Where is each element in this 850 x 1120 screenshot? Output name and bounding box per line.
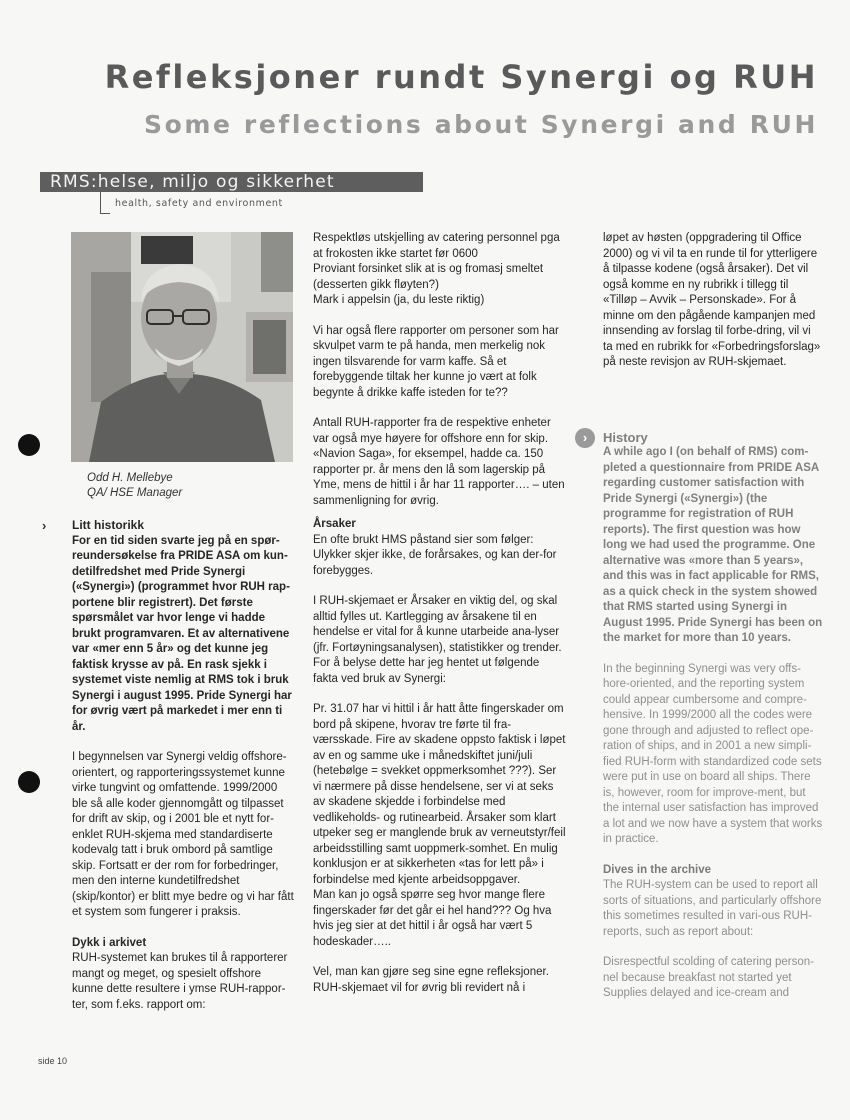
photo-caption (87, 471, 182, 501)
paragraph: Disrespectful scolding of catering person-nel because breakfast not started yet Supplies delayed and ice-cream and (603, 956, 814, 999)
paragraph: In the beginning Synergi was very offs-hore-oriented, and the reporting system could appear cumbersome and compre-hensive. In 1999/2000 all the codes were gone through and adjusted to reflect ope-ration of ships, and in 2001 a new simpli-fied RUH-form with standardized code sets were put in use on board all ships. There is, however, room for improve-ment, but the internal user satisfaction has improved a lot and we now have a system that works in practice. (603, 662, 823, 845)
caption-name: Odd H. Mellebye (87, 472, 173, 484)
kicker (42, 518, 294, 534)
page-number: side 10 (38, 1056, 68, 1066)
paragraph: I RUH-skjemaet er Årsaker en viktig del, og skal alltid fylles ut. Kartlegging av årsakene til en hendelse er vital for å kunne utarbeide ana-lyser (jfr. Fortøyningsanalysen), statistikker og trender. For å belyse dette har jeg hentet ut følgende fakta ved bruk av Synergi: (313, 595, 562, 685)
paragraph: Antall RUH-rapporter fra de respektive enheter var også mye høyere for offshore enn for skip. «Navion Saga», for eksempel, hadde ca. 150 rapporter pr. år mens den lå som lagerskip på Yme, mens de hittil i år har 11 rapporter…. – uten sammenligning for øvrig. (313, 417, 565, 507)
section-heading: Dykk i arkivet (72, 936, 147, 949)
paragraph: løpet av høsten (oppgradering til Office 2000) og vi vil ta en runde til for ytterligere å tilpasse kodene (også årsaker). Det vil også komme en ny rubrikk i tillegg til «Tilløp – Avvik – Personskade». For å minne om den pågående kampanjen med innsending av forslag til forbe-dring, vil vi ta med en rubrikk for «Forbedringsforslag» på neste revisjon av RUH-skjemaet. (603, 232, 821, 368)
arrow-right-icon: › (42, 518, 47, 533)
paragraph: RUH-systemet kan brukes til å rapporterer mangt og meget, og spesielt offshore kunne dette resultere i ymse RUH-rappor-ter, som f.eks. rapport om: (72, 952, 288, 1011)
history-intro: A while ago I (on behalf of RMS) com-pleted a questionnaire from PRIDE ASA regarding customer satisfaction with Pride Synergi («Synergi») (the programme for registration of RUH reports). The first question was how long we had used the programme. One alternative was «more than 5 years», and this was in fact applicable for RMS, as a quick check in the system showed that RMS started using Synergi in August 1995. Pride Synergi has been on the market for more than 10 years. (603, 446, 823, 644)
column-mixed-3 (572, 231, 823, 1002)
paragraph: The RUH-system can be used to report all sorts of situations, and particularly offshore this sometimes resulted in vari-ous RUH-reports, such as report about: (603, 879, 822, 938)
intro-paragraph: For en tid siden svarte jeg på en spør-reundersøkelse fra PRIDE ASA om kun-detilfredshet med Pride Synergi («Synergi») (programmet hvor RUH rap-portene blir registrert). Det første spørsmålet var hvor lenge vi hadde brukt programvaren. Et av alternativene var «mer enn 5 år» og det kunne jeg faktisk krysse av på. En rask sjekk i systemet viste nemlig at RMS tok i bruk Synergi i august 1995. Pride Synergi har for øvrig vært på markedet i mer enn ti år. (72, 534, 292, 733)
column-norwegian-1 (42, 518, 294, 1013)
paragraph: Pr. 31.07 har vi hittil i år hatt åtte fingerskader om bord på skipene, hvorav tre førte til fra-værsskade. Fire av skadene oppsto faktisk i løpet av en og samme uke i månedskiftet juni/juli (hetebølge = svekket oppmerksomhet ???). Ser vi nærmere på disse hendelsene, ser vi at seks av skadene skjedde i forbindelse med vedlikeholds- og rutinearbeid. Årsaker som klart utpeker seg er manglende bruk av verneutstyr/feil arbeidsstilling samt uoppmerk-somhet. En mulig konklusjon er at sikkerheten «tas for lett på» i forbindelse med kjente arbeidsoppgaver. (313, 703, 566, 886)
caption-role: QA/ HSE Manager (87, 487, 183, 499)
paragraph: Vel, man kan gjøre seg sine egne refleksjoner. RUH-skjemaet vil for øvrig bli revidert nå i (313, 966, 549, 994)
section-heading: Dives in the archive (603, 863, 712, 876)
kicker-title: Litt historikk (72, 518, 145, 532)
paragraph: Vi har også flere rapporter om personer som har skvulpet varm te på handa, men merkelig nok ingen tilsvarende for varm kaffe. Så et forebyggende tiltak her kunne jo vært at folk begynte å drikke kaffe isteden for te?? (313, 324, 559, 399)
list-item: Proviant forsinket slik at is og fromasj smeltet (desserten gikk fløyten?) (313, 263, 544, 291)
column-norwegian-2 (313, 231, 566, 996)
paragraph: En ofte brukt HMS påstand sier som følger: Ulykker skjer ikke, de forårsakes, og kan der-for forebygges. (313, 533, 557, 577)
page-title: Refleksjoner rundt Synergi og RUH (104, 58, 818, 96)
punch-hole (18, 771, 40, 793)
paragraph: I begynnelsen var Synergi veldig offshore-orientert, og rapporteringssystemet kunne virke tungvint og omfattende. 1999/2000 ble så alle koder gjennomgått og tilpasset for drift av skip, og i 2001 ble et nytt for-enklet RUH-skjema med standardiserte kodevalg tatt i bruk ombord på samtlige skip. Fortsatt er der rom for forbedringer, men den interne kundetilfredshet (skip/kontor) er blitt mye bedre og vi har fått et system som fungerer i praksis. (72, 751, 294, 918)
chevron-circle-icon: › (575, 428, 595, 448)
list-item: Mark i appelsin (ja, du leste riktig) (313, 294, 485, 306)
punch-hole (18, 434, 40, 456)
section-heading: Årsaker (313, 518, 356, 530)
paragraph: Man kan jo også spørre seg hvor mange flere fingerskader før det går ei hel hand??? Og hva hvis jeg sier at det hittil i år også har vært 5 hodeskader….. (313, 889, 552, 948)
history-title: History (603, 429, 648, 445)
section-banner: RMS:helse, miljo og sikkerhet (40, 172, 423, 192)
list-item: Respektløs utskjelling av catering personnel pga at frokosten ikke startet før 0600 (313, 232, 560, 260)
section-banner-subtitle: health, safety and environment (100, 192, 283, 214)
page-subtitle: Some reflections about Synergi and RUH (144, 110, 818, 139)
portrait-illustration (71, 232, 293, 462)
portrait-photo (71, 232, 293, 462)
